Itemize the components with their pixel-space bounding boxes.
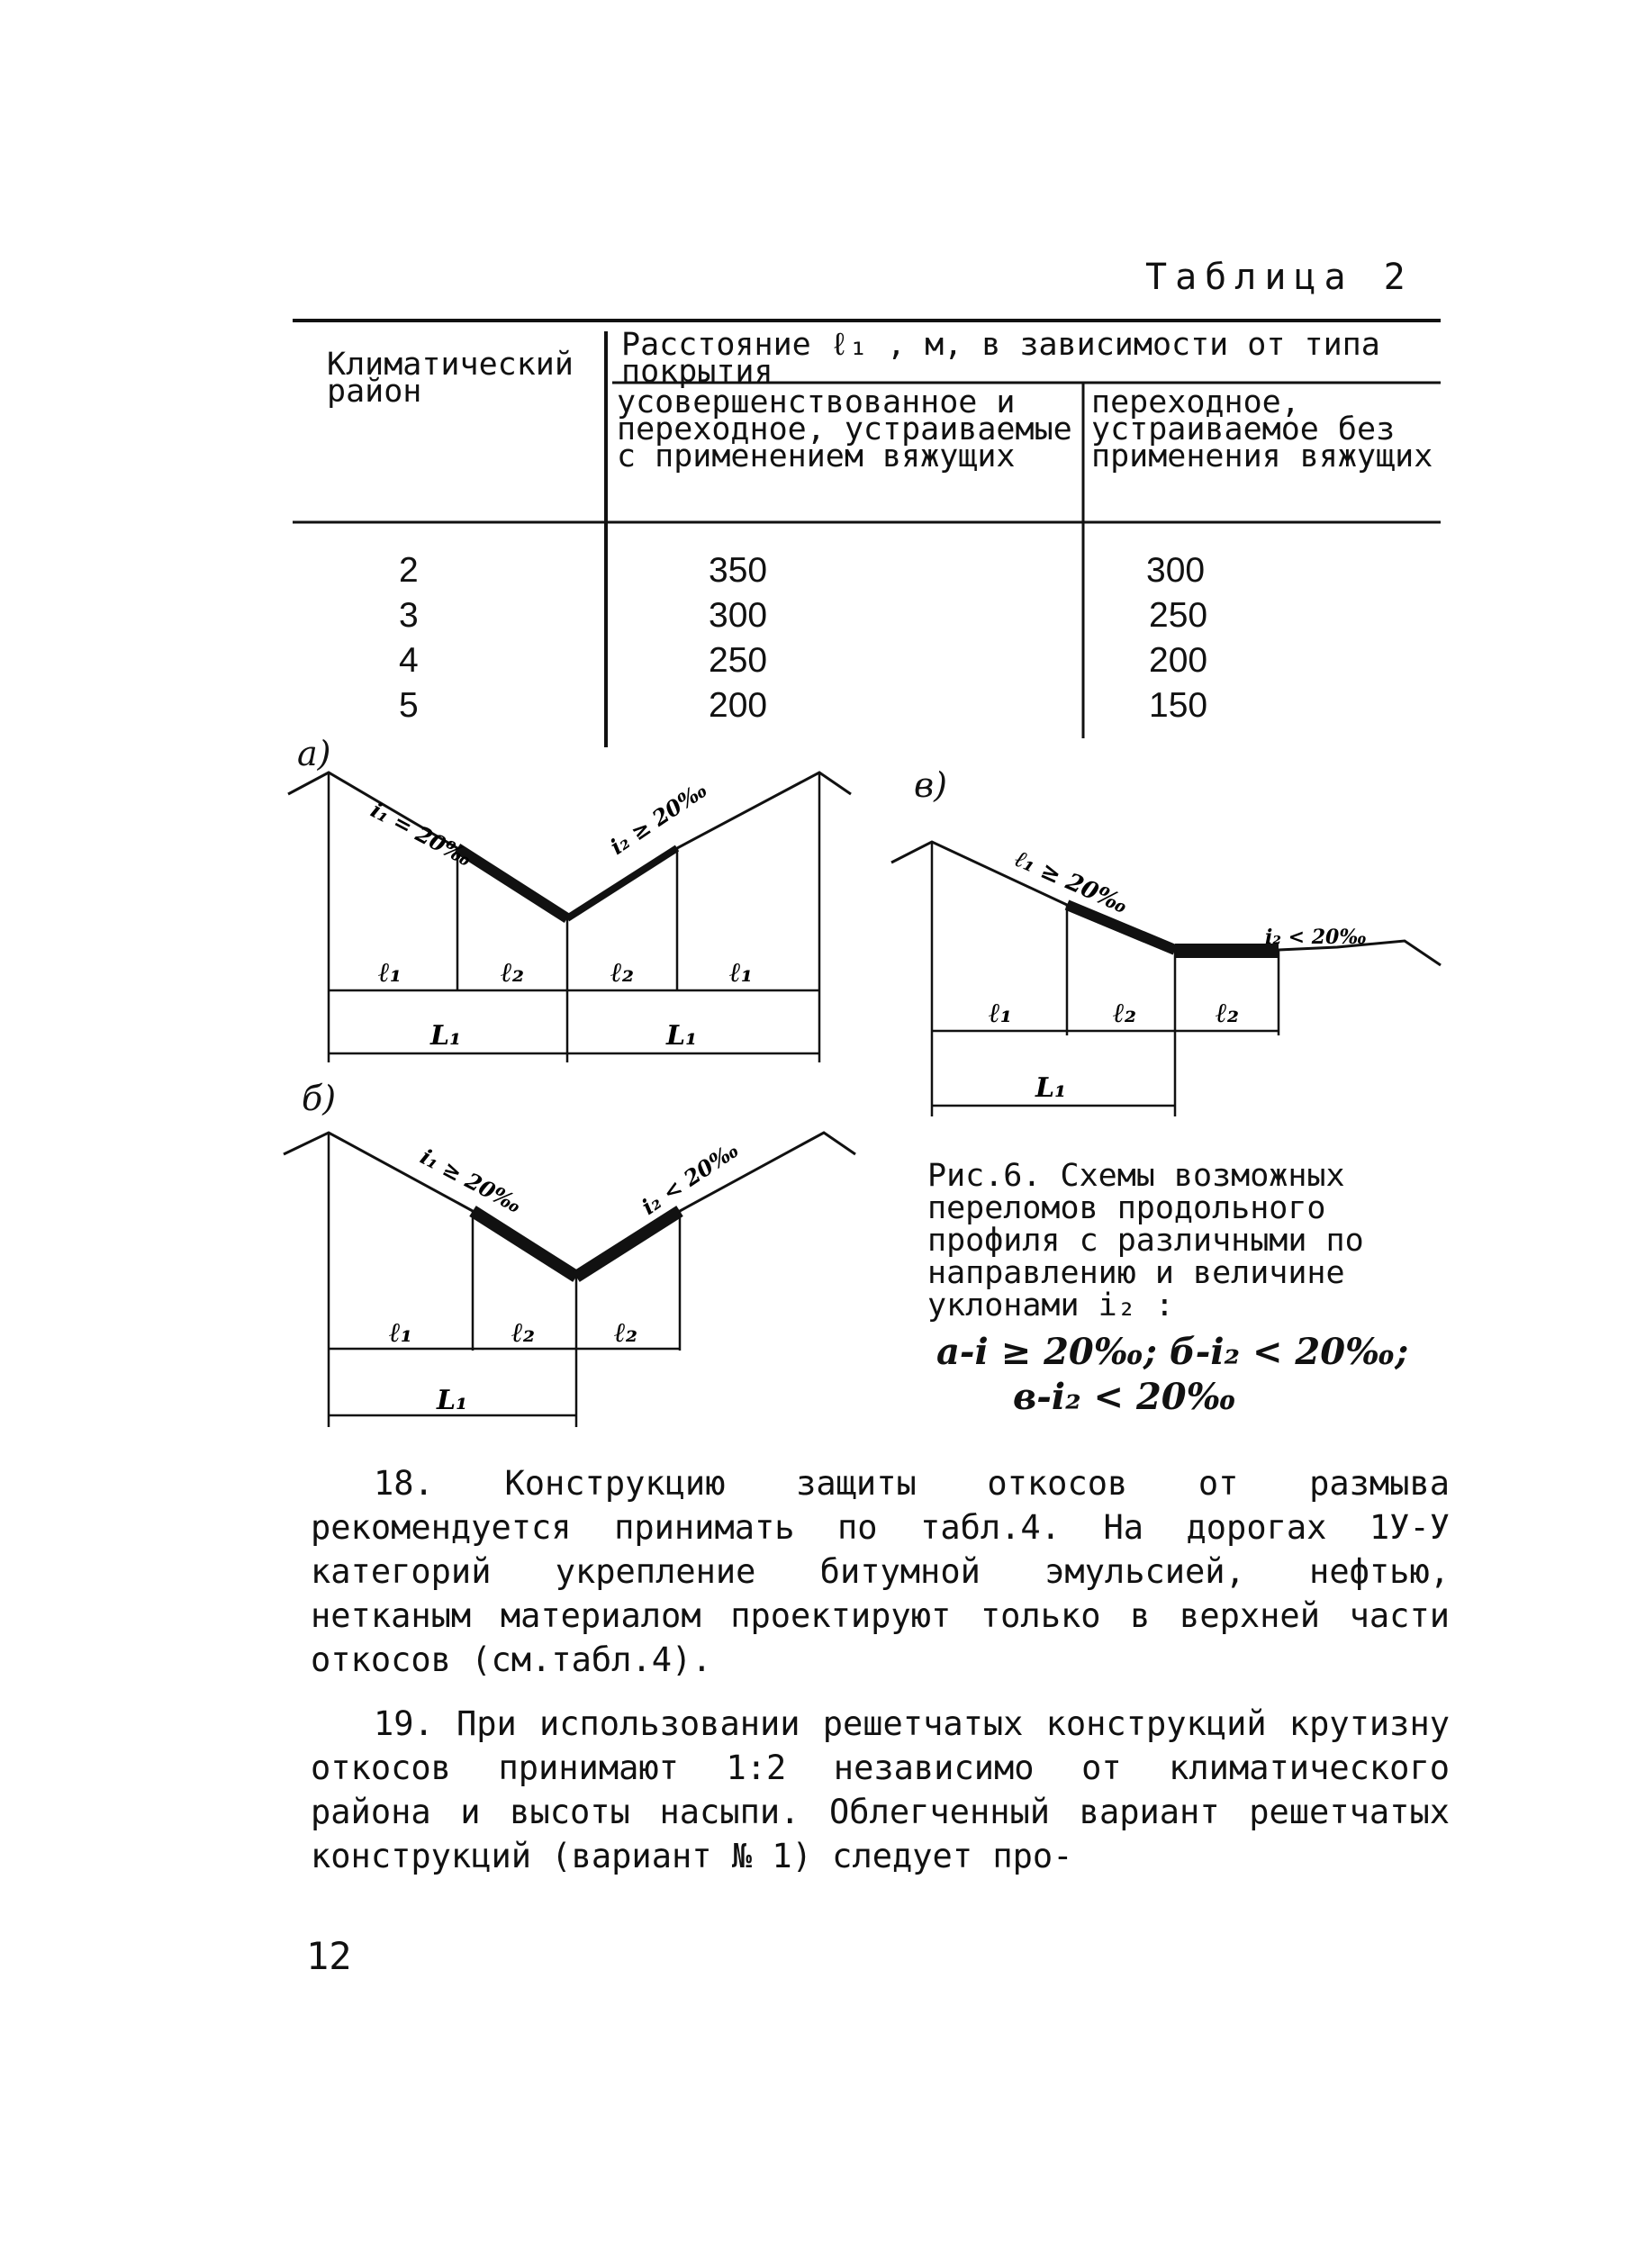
cell-region: 2 bbox=[399, 551, 419, 590]
cell-transitional: 250 bbox=[1149, 596, 1208, 635]
figure-a-l2: ℓ₂ bbox=[501, 957, 524, 989]
figure-b-slope2: i₂ < 20‰ bbox=[637, 1136, 744, 1220]
figure-a-slope2: i₂ ≥ 20‰ bbox=[605, 776, 712, 860]
cell-improved: 300 bbox=[709, 596, 768, 635]
page-number: 12 bbox=[306, 1934, 352, 1978]
cell-improved: 250 bbox=[709, 641, 768, 680]
cell-improved: 350 bbox=[709, 551, 768, 590]
figure-v-slope2: i₂ < 20‰ bbox=[1265, 926, 1367, 949]
table-caption: Таблица 2 bbox=[1145, 257, 1414, 298]
figure-a-l2b: ℓ₂ bbox=[610, 957, 634, 989]
figure-b-l2: ℓ₂ bbox=[511, 1317, 535, 1349]
figure-v-label: в) bbox=[914, 765, 947, 805]
header-improved: усовершенствованное и переходное, устраиваемые с применением вяжущих bbox=[617, 384, 1072, 474]
figure-a-label: а) bbox=[297, 734, 331, 773]
figure-a-L1: L₁ bbox=[430, 1020, 462, 1052]
figure-b-label: б) bbox=[302, 1079, 337, 1118]
header-region: Климатический район bbox=[327, 347, 574, 410]
cell-region: 5 bbox=[399, 686, 419, 725]
figure-a-l1b: ℓ₁ bbox=[729, 957, 753, 989]
figure-v-l2: ℓ₂ bbox=[1113, 998, 1136, 1029]
paragraph-18: 18. Конструкцию защиты откосов от размыва рекомендуется принимать по табл.4. На дорогах 1У-У категорий укрепление битумной эмульсией, нефтью, нетканым материалом проектируют только в верхней части откосов (см.табл.4). bbox=[311, 1464, 1450, 1679]
header-transitional: переходное, устраиваемое без применения вяжущих bbox=[1091, 384, 1433, 474]
cell-transitional: 300 bbox=[1146, 551, 1206, 590]
figure-v-slope1: ℓ₁ ≥ 20‰ bbox=[1010, 845, 1133, 920]
cell-transitional: 200 bbox=[1149, 641, 1208, 680]
figure-b-slope1: i₁ ≥ 20‰ bbox=[416, 1143, 527, 1219]
cell-improved: 200 bbox=[709, 686, 768, 725]
cell-region: 4 bbox=[399, 641, 419, 680]
figure-a-L1b: L₁ bbox=[666, 1020, 698, 1052]
figure-a-slope1: i₁ = 20‰ bbox=[366, 796, 477, 872]
paragraph-19: 19. При использовании решетчатых конструкций крутизну откосов принимают 1:2 независимо от климатического района и высоты насыпи. Облегченный вариант решетчатых конструкций (вариант № 1) следует про- bbox=[311, 1704, 1450, 1875]
caption-formula-2: в-i₂ < 20‰ bbox=[1013, 1376, 1237, 1418]
header-group: Расстояние ℓ₁ , м, в зависимости от типа покрытия bbox=[621, 327, 1380, 390]
figure-b-L1: L₁ bbox=[437, 1385, 468, 1416]
figure-a-l1: ℓ₁ bbox=[378, 957, 402, 989]
figure-caption: Рис.6. Схемы возможных переломов продольного профиля с различными по направлению и величине уклонами i₂ : bbox=[927, 1158, 1364, 1324]
figure-b-l1: ℓ₁ bbox=[389, 1317, 412, 1349]
figure-v-L1: L₁ bbox=[1035, 1072, 1067, 1104]
figure-b-l2b: ℓ₂ bbox=[614, 1317, 637, 1349]
figure-v-l2b: ℓ₂ bbox=[1216, 998, 1239, 1029]
caption-formula-1: а-i ≥ 20‰; б-i₂ < 20‰; bbox=[936, 1331, 1409, 1373]
cell-transitional: 150 bbox=[1149, 686, 1208, 725]
cell-region: 3 bbox=[399, 596, 419, 635]
figure-v-l1: ℓ₁ bbox=[989, 998, 1012, 1029]
